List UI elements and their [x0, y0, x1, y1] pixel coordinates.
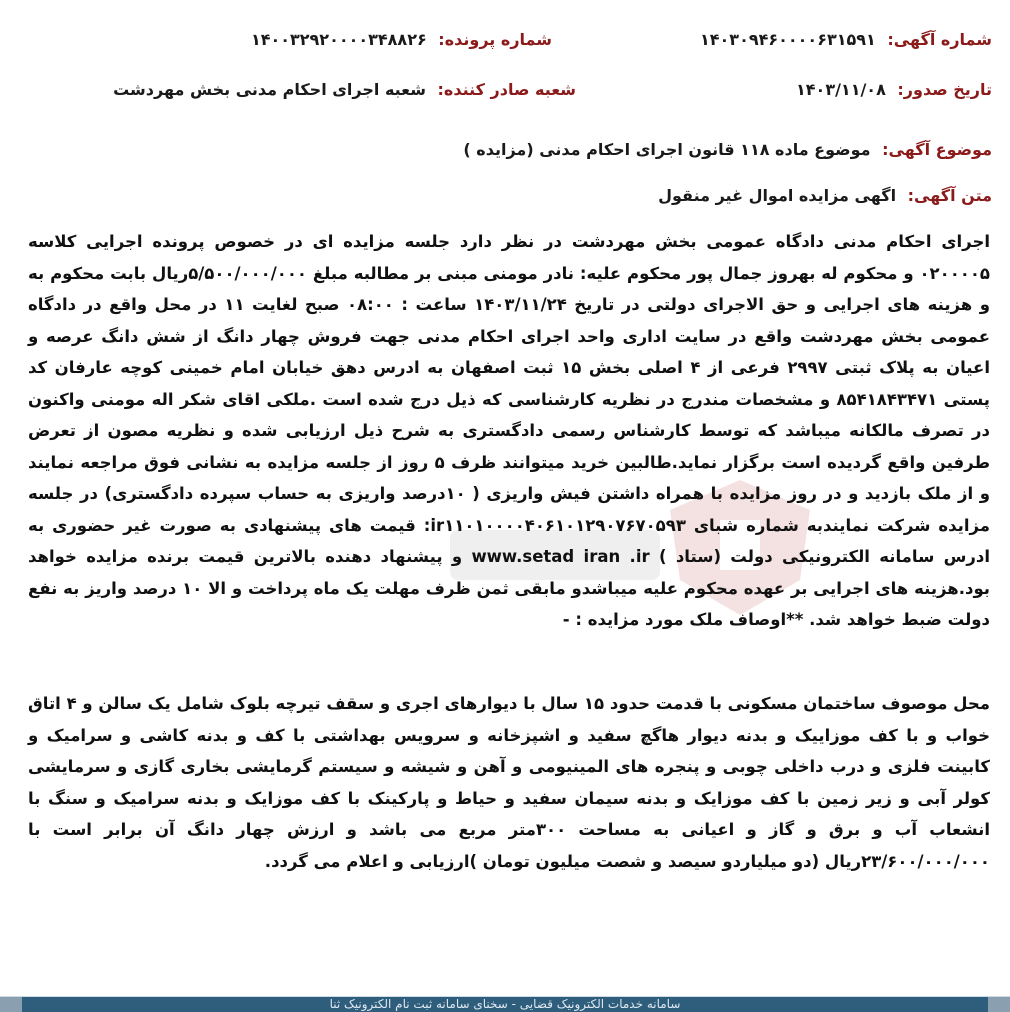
- property-description-paragraph: محل موصوف ساختمان مسکونی با قدمت حدود ۱۵ سال با دیوارهای اجری و سقف تیرچه بلوک شامل یک سالن و ۴ اتاق خواب و با کف موزاییک و بدنه دیوار هاگچ سفید و اشپزخانه و سرویس بهداشتی با کف و بدنه کاشی و سرامیک و کابینت فلزی و درب داخلی چوبی و پنجره های المینیومی و آهن و شیشه و سیستم گرمایشی بخاری گازی و سرمایشی کولر آبی و زیر زمین با کف موزایک و بدنه سیمان سفید و حیاط و پارکینک با کف موزایک و بدنه سرامیک و سنگ با انشعاب آب و برق و گاز و اعیانی به مساحت ۳۰۰متر مربع می باشد و ارزش چهار دانگ آن برابر است با ۲۳/۶۰۰/۰۰۰/۰۰۰ریال (دو میلیاردو سیصد و شصت میلیون تومان )ارزیابی و اعلام می گردد.: [28, 694, 991, 871]
- issuer: [113, 80, 576, 99]
- subject-label: موضوع آگهی:: [882, 140, 992, 159]
- ad-body: [28, 226, 990, 636]
- subject: [463, 140, 992, 159]
- case-number-label: شماره پرونده:: [438, 30, 552, 49]
- issue-date-value: ۱۴۰۳/۱۱/۰۸: [796, 80, 886, 99]
- ad-text-value: اگهی مزایده اموال غیر منقول: [658, 186, 897, 205]
- ad-number-value: ۱۴۰۳۰۹۴۶۰۰۰۰۶۳۱۵۹۱: [700, 30, 876, 49]
- ad-text-title: [658, 186, 992, 205]
- ad-number-label: شماره آگهی:: [887, 30, 992, 49]
- issuer-label: شعبه صادر کننده:: [437, 80, 576, 99]
- footer-text: سامانه خدمات الکترونیک قضایی - سخنای سامانه ثبت نام الکترونیک ثنا: [22, 997, 988, 1012]
- ad-number: [700, 30, 992, 49]
- issuer-value: شعبه اجرای احکام مدنی بخش مهردشت: [113, 80, 426, 99]
- issue-date-label: تاریخ صدور:: [897, 80, 992, 99]
- auction-details-paragraph: اجرای احکام مدنی دادگاه عمومی بخش مهردشت در نظر دارد جلسه مزایده ای در خصوص پرونده اجرایی کلاسه ۰۲۰۰۰۰۵ و محکوم له بهروز جمال پور محکوم علیه: نادر مومنی مبنی بر مطالبه مبلغ ۵/۵۰۰/۰۰۰/۰۰۰ریال بابت محکوم به و هزینه های اجرایی و حق الاجرای دولتی در تاریخ ۱۴۰۳/۱۱/۲۴ ساعت : ۰۸:۰۰ صبح لغایت ۱۱ در محل واقع در دادگاه عمومی بخش مهردشت واقع در سایت اداری واحد اجرای احکام مدنی جهت فروش چهار دانگ از شش دانگ عرصه و اعیان به پلاک ثبتی ۲۹۹۷ فرعی از ۴ اصلی بخش ۱۵ ثبت اصفهان به ادرس دهق خیابان امام خمینی کوچه عارفان کد پستی ۸۵۴۱۸۴۳۴۷۱ و مشخصات مندرج در نظریه کارشناسی که ذیل درج شده است .ملکی اقای شکر اله مومنی واکنون در تصرف مالکانه میباشد که توسط کارشناس رسمی دادگستری به شرح ذیل ارزیابی شده و نظریه مصون از تعرض طرفین واقع گردیده است برگزار نماید.طالبین خرید میتوانند ظرف ۵ روز از جلسه مزایده به نشانی فوق مراجعه نمایند و از ملک بازدید و در روز مزایده با همراه داشتن فیش واریزی ( ۱۰درصد واریزی به حساب سپرده دادگستری) در جلسه مزایده شرکت نمایندبه شماره شبای ir۱۱۰۱۰۰۰۰۴۰۶۱۰۱۲۹۰۷۶۷۰۵۹۳: قیمت های پیشنهادی به صورت غیر حضوری به ادرس سامانه الکترونیکی دولت (ستاد ) www.setad iran .ir و پیشنهاد دهنده بالاترین قیمت برنده مزایده خواهد بود.هزینه های اجرایی بر عهده محکوم علیه میباشدو مابقی ثمن ظرف مهلت یک ماه پرداخت و الا ۱۰ درصد واریز به نفع دولت ضبط خواهد شد. **اوصاف ملک مورد مزایده : -: [28, 232, 991, 629]
- issue-date: [796, 80, 992, 99]
- property-description: [28, 688, 990, 877]
- subject-value: موضوع ماده ۱۱۸ قانون اجرای احکام مدنی (مزایده ): [463, 140, 871, 159]
- case-number-value: ۱۴۰۰۳۲۹۲۰۰۰۰۳۴۸۸۲۶: [250, 30, 427, 49]
- ad-text-label: متن آگهی:: [907, 186, 992, 205]
- footer-bar: [0, 996, 1010, 1012]
- case-number: [251, 30, 552, 49]
